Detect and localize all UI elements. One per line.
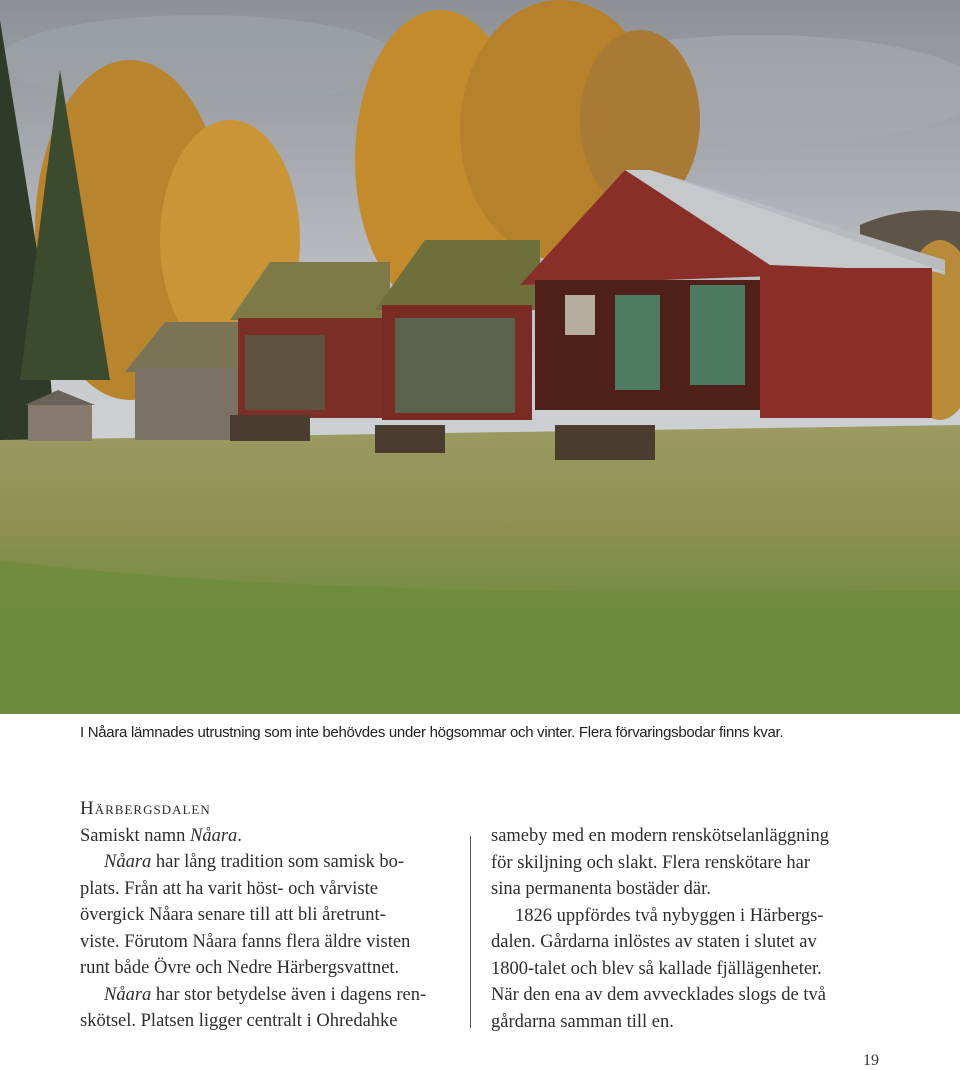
text-span: har stor betydelse även i dagens ren- [151,984,427,1005]
samiskt-end: . [237,825,242,846]
photo-caption: I Nåara lämnades utrustning som inte behövdes under högsommar och vinter. Flera förvaringsbodar finns kvar. [80,724,784,741]
right-column [491,823,886,1035]
text-line: viste. Förutom Nåara fanns flera äldre visten [80,931,411,952]
text-line [80,982,460,1009]
samiskt-label: Samiskt namn [80,825,190,846]
text-line: övergick Nåara senare till att bli åretrunt- [80,905,386,925]
text-line: sameby med en modern renskötselanläggning [491,826,830,846]
section-heading: Härbergsdalen [80,798,211,819]
samiskt-namn-line [80,823,460,850]
text-line: 1826 uppfördes två nybyggen i Härbergs- [515,905,824,926]
text-line: skötsel. Platsen ligger centralt i Ohredahke [80,1011,398,1031]
text-line: dalen. Gårdarna inlöstes av staten i slutet av [491,932,817,952]
text-line: runt både Övre och Nedre Härbergsvattnet. [80,958,400,978]
samiskt-name: Nåara [189,825,238,846]
column-divider [470,836,471,1028]
text-line [80,849,460,876]
text-line: för skiljning och slakt. Flera renskötare har [491,852,811,873]
place-name: Nåara [104,984,152,1005]
text-line: 1800-talet och blev så kallade fjällägenheter. [491,958,822,979]
text-span: har lång tradition som samisk bo- [151,852,405,872]
left-column [80,796,460,1035]
page-number: 19 [863,1052,879,1069]
place-name: Nåara [104,852,152,872]
text-line: gårdarna samman till en. [491,1011,674,1032]
text-line: sina permanenta bostäder där. [491,879,711,899]
text-line: När den ena av dem avvecklades slogs de två [491,985,826,1005]
text-line: plats. Från att ha varit höst- och vårviste [80,878,378,899]
